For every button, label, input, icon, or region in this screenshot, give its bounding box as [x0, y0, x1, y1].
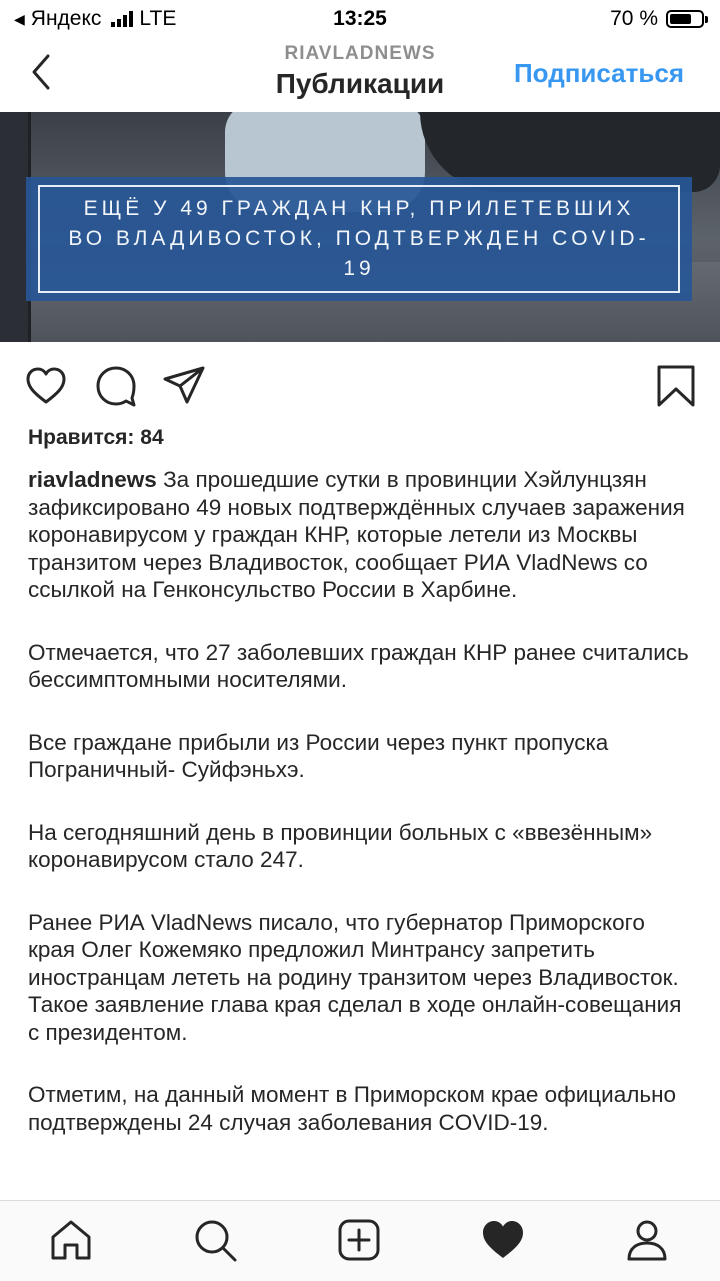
caption-text: За прошедшие сутки в провинции Хэйлунцзян зафиксировано 49 новых подтверждённых случаев заражения коронавирусом у граждан КНР, которые летели из Москвы транзитом через Владивосток, сообщает РИА VladNews со ссылкой на Генконсульство России в Харбине. [28, 467, 685, 602]
tab-search[interactable] [192, 1217, 238, 1263]
clock: 13:25 [333, 7, 387, 30]
caption-paragraph: Ранее РИА VladNews писало, что губернатор Приморского края Олег Кожемяко предложил Минтрансу запретить иностранцам лететь на родину транзитом через Владивосток. Такое заявление глава края сделал в ходе онлайн-совещания с президентом. [28, 909, 682, 1045]
caption-paragraph: Отмечается, что 27 заболевших граждан КНР ранее считались бессимптомными носителями. [28, 639, 689, 692]
share-button[interactable] [162, 364, 206, 408]
subscribe-button[interactable]: Подписаться [513, 58, 684, 88]
search-icon [192, 1217, 238, 1263]
caption-paragraph: Отметим, на данный момент в Приморском крае официально подтверждены 24 случая заболевания COVID-19. [28, 1082, 677, 1135]
heart-outline-icon [24, 364, 68, 408]
comment-bubble-icon [94, 364, 138, 408]
home-icon [48, 1217, 94, 1263]
image-banner-text: ЕЩЁ У 49 ГРАЖДАН КНР, ПРИЛЕТЕВШИХ ВО ВЛАДИВОСТОК, ПОДТВЕРЖДЕН COVID-19 [68, 197, 650, 280]
like-button[interactable] [24, 364, 68, 408]
post-actions [0, 350, 720, 420]
save-button[interactable] [654, 364, 698, 408]
tab-activity[interactable] [480, 1217, 526, 1263]
tab-new-post[interactable] [336, 1217, 382, 1263]
battery-icon [666, 10, 704, 28]
bottom-tab-bar [0, 1200, 720, 1281]
tab-home[interactable] [48, 1217, 94, 1263]
image-banner [26, 177, 692, 301]
caption-paragraph: Все граждане прибыли из России через пункт пропуска Пограничный- Суйфэньхэ. [28, 729, 609, 782]
paper-plane-icon [162, 364, 206, 408]
status-right [610, 7, 704, 31]
image-banner-frame [38, 185, 680, 293]
heart-filled-icon [480, 1217, 526, 1263]
likes-count[interactable]: Нравится: 84 [28, 426, 164, 449]
post-image[interactable] [0, 112, 720, 342]
caption-first-paragraph [28, 466, 698, 604]
account-name: RIAVLADNEWS [284, 43, 436, 64]
caption-paragraph: На сегодняшний день в провинции больных с «ввезённым» коронавирусом стало 247. [28, 819, 653, 872]
caption-username[interactable]: riavladnews [28, 467, 157, 492]
add-post-icon [336, 1217, 382, 1263]
nav-header [0, 38, 720, 112]
post-caption [28, 466, 698, 1171]
carrier-name: Яндекс [30, 7, 102, 30]
tab-profile[interactable] [624, 1217, 670, 1263]
profile-icon [624, 1217, 670, 1263]
status-bar [0, 0, 720, 38]
page-title: Публикации [275, 68, 445, 99]
comment-button[interactable] [94, 364, 138, 408]
network-type: LTE [139, 7, 177, 30]
bookmark-icon [654, 364, 698, 408]
back-to-app-icon[interactable]: ◀ [14, 10, 25, 27]
battery-percent: 70 % [610, 7, 658, 30]
